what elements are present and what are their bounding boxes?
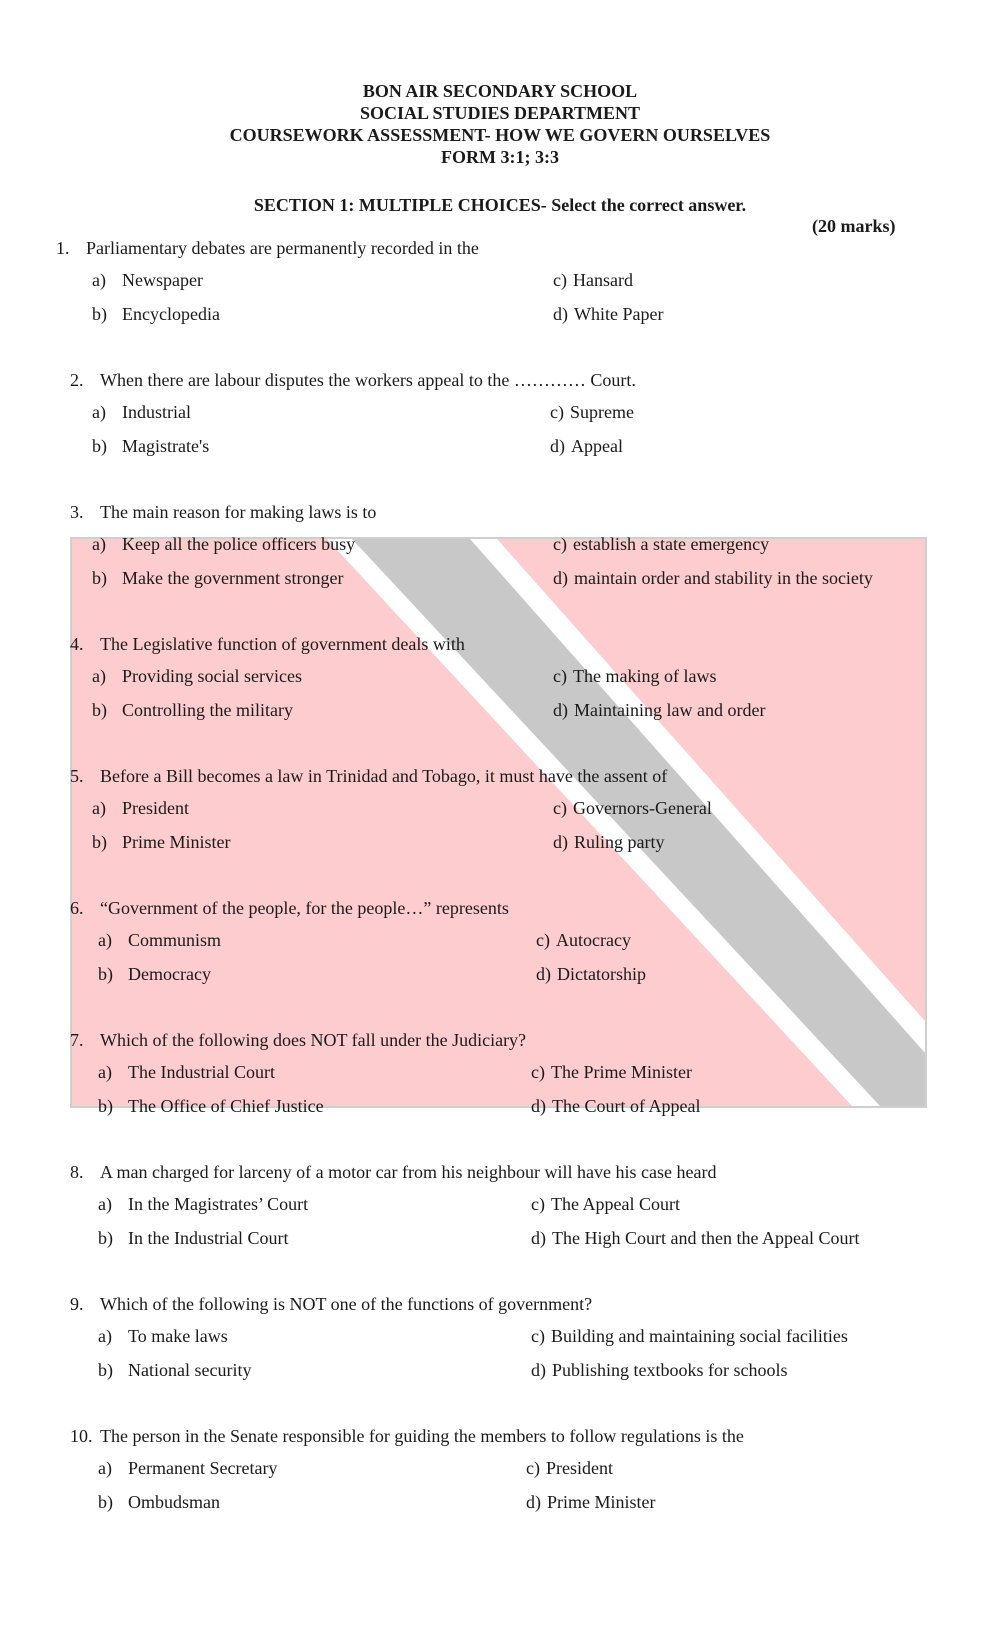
answer-option-a[interactable] [98,930,221,951]
option-letter: c) [536,930,550,950]
question-6 [0,898,1000,1028]
answer-option-c[interactable] [531,1194,680,1215]
option-text: President [122,798,189,818]
question-3 [0,502,1000,632]
option-letter: a) [92,798,106,818]
answer-option-d[interactable] [526,1492,656,1513]
option-text: In the Magistrates’ Court [128,1194,309,1214]
answer-option-b[interactable] [98,1228,288,1249]
question-text [70,766,667,787]
option-letter: c) [553,798,567,818]
question-text [56,238,479,259]
option-letter: a) [98,1458,112,1478]
option-letter: d) [536,964,551,984]
question-text [70,634,465,655]
answer-option-c[interactable] [536,930,631,951]
option-text: Publishing textbooks for schools [552,1360,788,1380]
option-text: Prime Minister [122,832,231,852]
option-letter: c) [531,1062,545,1082]
answer-option-a[interactable] [92,534,355,555]
option-letter: d) [553,700,568,720]
option-letter: c) [553,270,567,290]
answer-option-d[interactable] [536,964,646,985]
question-stem: Which of the following is NOT one of the functions of government? [100,1294,593,1314]
option-letter: b) [98,1228,113,1248]
answer-option-d[interactable] [531,1360,788,1381]
answer-option-c[interactable] [553,798,712,819]
option-text: The High Court and then the Appeal Court [552,1228,860,1248]
option-text: White Paper [574,304,664,324]
question-stem: Before a Bill becomes a law in Trinidad and Tobago, it must have the assent of [100,766,668,786]
option-letter: c) [531,1194,545,1214]
answer-option-b[interactable] [98,1096,324,1117]
answer-option-b[interactable] [98,1360,251,1381]
option-letter: c) [526,1458,540,1478]
question-number: 2. [70,370,84,390]
answer-option-d[interactable] [553,700,765,721]
question-number: 9. [70,1294,84,1314]
answer-option-c[interactable] [553,666,716,687]
question-text [70,1426,744,1447]
option-text: Magistrate's [122,436,210,456]
section-title: SECTION 1: MULTIPLE CHOICES- Select the correct answer. [253,195,747,215]
question-text [70,1162,716,1183]
option-letter: a) [98,930,112,950]
question-stem: “Government of the people, for the people…” represents [100,898,509,918]
option-text: establish a state emergency [572,534,770,554]
school-name: BON AIR SECONDARY SCHOOL [362,81,638,101]
option-text: Communism [128,930,222,950]
option-letter: c) [553,534,567,554]
option-letter: d) [531,1096,546,1116]
question-text [70,1030,526,1051]
answer-option-a[interactable] [98,1194,308,1215]
option-text: Providing social services [122,666,302,686]
option-text: The Industrial Court [128,1062,275,1082]
question-text [70,502,376,523]
option-text: Controlling the military [122,700,293,720]
option-text: Industrial [122,402,191,422]
question-2 [0,370,1000,500]
option-letter: a) [92,402,106,422]
option-text: Maintaining law and order [574,700,766,720]
answer-option-b[interactable] [92,568,343,589]
answer-option-a[interactable] [98,1062,275,1083]
option-text: Governors-General [572,798,712,818]
answer-option-b[interactable] [92,700,293,721]
question-text [70,1294,592,1315]
total-marks: (20 marks) [812,216,896,236]
option-text: Hansard [572,270,633,290]
question-number: 10. [70,1426,93,1446]
answer-option-d[interactable] [531,1096,700,1117]
option-text: The Appeal Court [550,1194,680,1214]
question-number: 8. [70,1162,84,1182]
answer-option-c[interactable] [531,1062,692,1083]
option-text: In the Industrial Court [128,1228,289,1248]
option-text: Ombudsman [128,1492,220,1512]
option-letter: a) [92,534,106,554]
question-number: 5. [70,766,84,786]
option-letter: a) [92,666,106,686]
question-stem: A man charged for larceny of a motor car from his neighbour will have his case heard [100,1162,717,1182]
question-8 [0,1162,1000,1292]
answer-option-a[interactable] [92,798,189,819]
answer-option-d[interactable] [531,1228,859,1249]
option-text: The making of laws [572,666,717,686]
question-number: 4. [70,634,84,654]
option-text: To make laws [128,1326,228,1346]
question-5 [0,766,1000,896]
option-letter: d) [553,832,568,852]
option-letter: a) [98,1194,112,1214]
answer-option-d[interactable] [550,436,623,457]
option-letter: b) [92,700,107,720]
answer-option-b[interactable] [98,964,211,985]
question-number: 7. [70,1030,84,1050]
option-letter: c) [550,402,564,422]
option-letter: c) [553,666,567,686]
option-letter: a) [98,1326,112,1346]
question-text [70,370,636,391]
option-text: Building and maintaining social facilities [550,1326,848,1346]
question-9 [0,1294,1000,1424]
option-letter: b) [92,304,107,324]
option-text: Dictatorship [557,964,646,984]
option-letter: b) [92,436,107,456]
answer-option-b[interactable] [92,304,220,325]
option-letter: d) [550,436,565,456]
answer-option-a[interactable] [92,402,191,423]
answer-option-b[interactable] [92,832,231,853]
answer-option-d[interactable] [553,568,873,589]
answer-option-c[interactable] [531,1326,848,1347]
answer-option-c[interactable] [553,534,769,555]
form-classes: FORM 3:1; 3:3 [441,147,559,167]
question-text [70,898,509,919]
answer-option-c[interactable] [550,402,634,423]
answer-option-a[interactable] [98,1458,277,1479]
question-stem: The person in the Senate responsible for guiding the members to follow regulations is the [100,1426,744,1446]
question-stem: The main reason for making laws is to [100,502,377,522]
option-text: The Prime Minister [550,1062,692,1082]
question-stem: Which of the following does NOT fall under the Judiciary? [100,1030,527,1050]
option-letter: b) [92,832,107,852]
option-letter: d) [553,304,568,324]
option-letter: b) [92,568,107,588]
option-letter: a) [92,270,106,290]
option-letter: d) [526,1492,541,1512]
option-letter: a) [98,1062,112,1082]
option-letter: b) [98,1492,113,1512]
assessment-title: COURSEWORK ASSESSMENT- HOW WE GOVERN OURSELVES [229,125,771,145]
option-letter: d) [531,1360,546,1380]
option-letter: b) [98,964,113,984]
answer-option-b[interactable] [92,436,209,457]
answer-option-d[interactable] [553,832,665,853]
option-text: Appeal [571,436,623,456]
answer-option-c[interactable] [553,270,633,291]
option-text: maintain order and stability in the society [574,568,873,588]
option-letter: d) [531,1228,546,1248]
answer-option-a[interactable] [98,1326,228,1347]
option-letter: d) [553,568,568,588]
answer-option-d[interactable] [553,304,663,325]
question-10 [0,1426,1000,1556]
option-text: Prime Minister [547,1492,656,1512]
answer-option-b[interactable] [98,1492,220,1513]
option-text: The Court of Appeal [552,1096,701,1116]
question-stem: When there are labour disputes the workers appeal to the ………… Court. [100,370,636,390]
option-text: Encyclopedia [122,304,220,324]
question-number: 1. [56,238,70,258]
question-number: 3. [70,502,84,522]
option-letter: b) [98,1096,113,1116]
option-text: Permanent Secretary [128,1458,278,1478]
option-text: Ruling party [574,832,665,852]
department-name: SOCIAL STUDIES DEPARTMENT [359,103,641,123]
answer-option-c[interactable] [526,1458,613,1479]
option-text: Make the government stronger [122,568,344,588]
option-text: Democracy [128,964,211,984]
option-text: National security [128,1360,252,1380]
answer-option-a[interactable] [92,270,203,291]
option-text: Keep all the police officers busy [122,534,356,554]
option-text: The Office of Chief Justice [128,1096,324,1116]
option-text: Autocracy [555,930,631,950]
option-text: Supreme [569,402,634,422]
answer-option-a[interactable] [92,666,302,687]
question-7 [0,1030,1000,1160]
option-text: Newspaper [122,270,203,290]
question-stem: The Legislative function of government deals with [100,634,465,654]
option-letter: c) [531,1326,545,1346]
question-number: 6. [70,898,84,918]
question-4 [0,634,1000,764]
option-letter: b) [98,1360,113,1380]
option-text: President [545,1458,613,1478]
question-stem: Parliamentary debates are permanently recorded in the [86,238,479,258]
question-1 [0,238,1000,368]
